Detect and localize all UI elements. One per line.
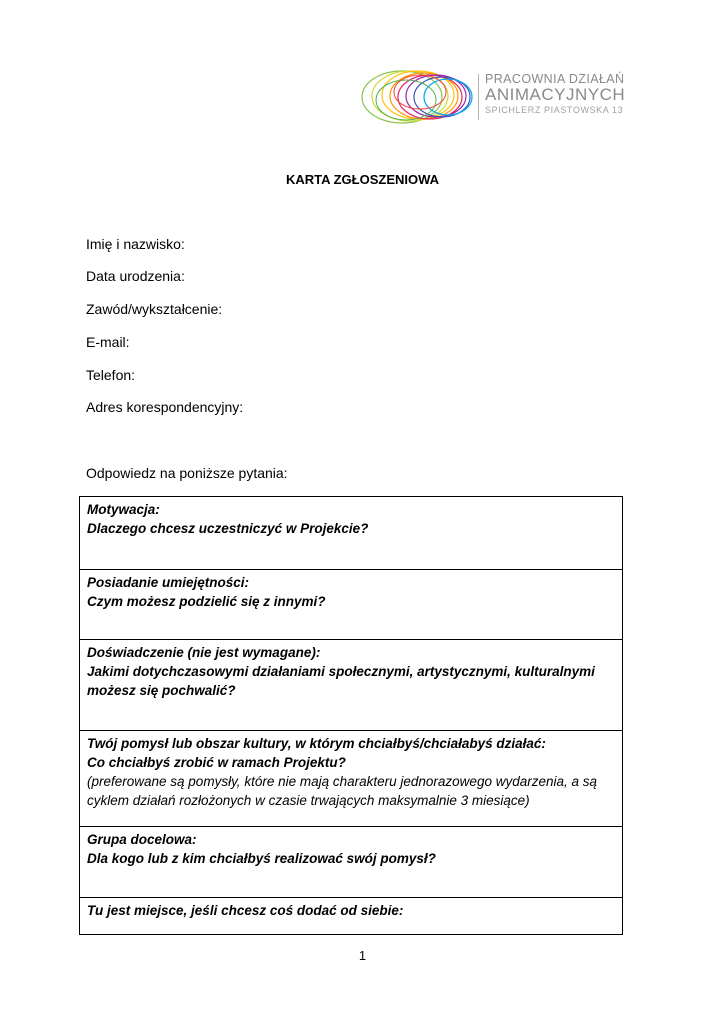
page-number: 1 xyxy=(358,948,367,963)
logo-line-1: PRACOWNIA DZIAŁAŃ xyxy=(485,72,625,86)
question-heading: Posiadanie umiejętności: xyxy=(87,575,250,590)
field-phone-label: Telefon: xyxy=(86,367,136,383)
question-cell-motivation[interactable] xyxy=(80,497,622,570)
organization-logo xyxy=(360,62,626,132)
field-name-label: Imię i nazwisko: xyxy=(86,236,185,252)
question-cell-idea[interactable] xyxy=(80,731,622,827)
question-note: (preferowane są pomysły, które nie mają charakteru jednorazowego wydarzenia, a są cyklem działań rozłożonych w czasie trwających maksymalnie 3 miesiące) xyxy=(87,774,598,808)
question-cell-additional[interactable] xyxy=(80,898,622,934)
question-heading: Tu jest miejsce, jeśli chcesz coś dodać od siebie: xyxy=(87,903,404,918)
question-cell-skills[interactable] xyxy=(80,570,622,640)
questions-intro: Odpowiedz na poniższe pytania: xyxy=(86,465,288,481)
question-cell-target-group[interactable] xyxy=(80,827,622,898)
field-birthdate-label: Data urodzenia: xyxy=(86,268,185,284)
question-heading: Grupa docelowa: xyxy=(87,832,197,847)
question-cell-experience[interactable] xyxy=(80,640,622,731)
field-address-label: Adres korespondencyjny: xyxy=(86,399,244,415)
question-text: Dlaczego chcesz uczestniczyć w Projekcie? xyxy=(87,521,369,536)
field-email-label: E-mail: xyxy=(86,334,130,350)
question-text: Jakimi dotychczasowymi działaniami społecznymi, artystycznymi, kulturalnymi możesz się pochwalić? xyxy=(87,664,595,698)
questions-table xyxy=(79,496,623,935)
field-profession-label: Zawód/wykształcenie: xyxy=(86,301,223,317)
question-heading: Doświadczenie (nie jest wymagane): xyxy=(87,645,321,660)
logo-divider xyxy=(478,74,479,120)
question-heading: Motywacja: xyxy=(87,502,160,517)
logo-text xyxy=(485,72,625,116)
question-text: Dla kogo lub z kim chciałbyś realizować swój pomysł? xyxy=(87,851,436,866)
logo-line-2: ANIMACYJNYCH xyxy=(485,85,626,104)
form-title: KARTA ZGŁOSZENIOWA xyxy=(285,172,440,187)
question-text: Co chciałbyś zrobić w ramach Projektu? xyxy=(87,755,346,770)
logo-line-3: SPICHLERZ PIASTOWSKA 13 xyxy=(485,105,624,115)
question-heading: Twój pomysł lub obszar kultury, w którym chciałbyś/chciałabyś działać: xyxy=(87,736,546,751)
question-text: Czym możesz podzielić się z innymi? xyxy=(87,594,326,609)
colorful-rings-logo-icon xyxy=(360,62,480,132)
